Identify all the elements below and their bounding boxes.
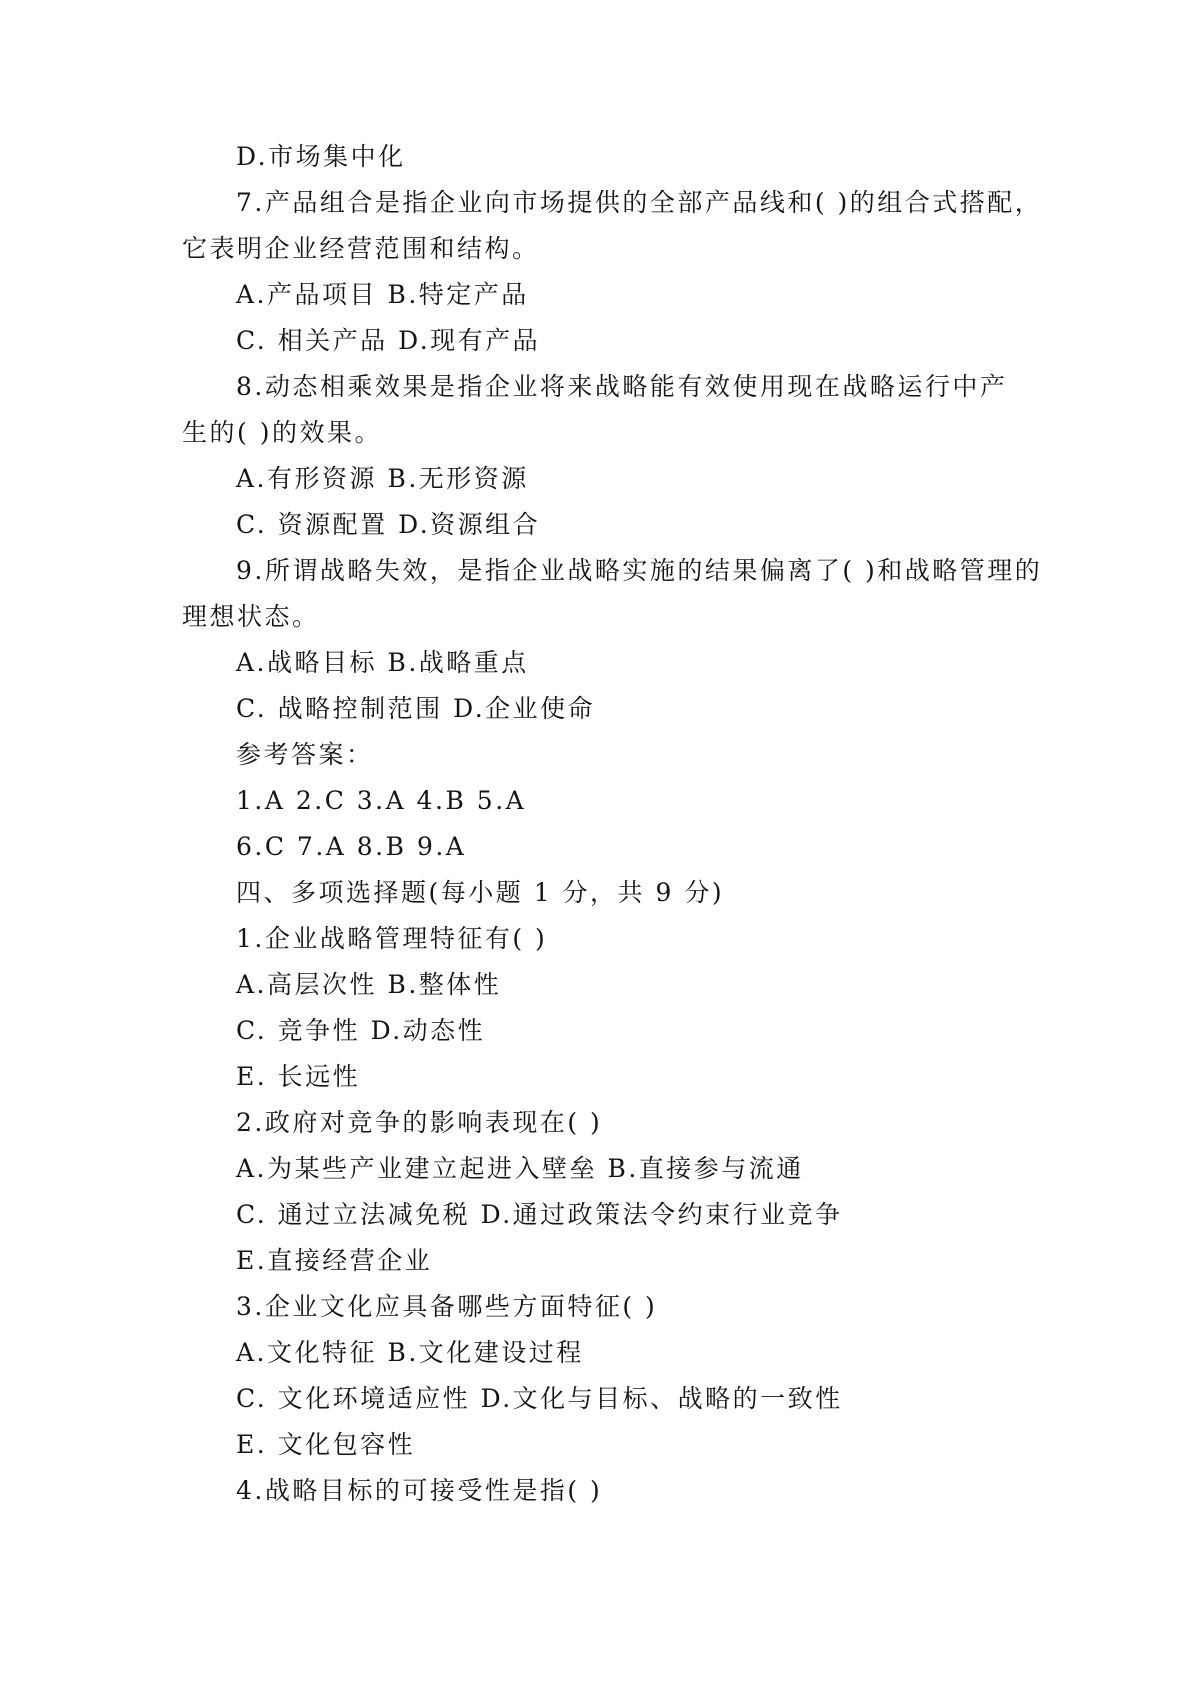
question-9: 9.所谓战略失效，是指企业战略实施的结果偏离了( )和战略管理的 (236, 556, 1043, 585)
option-line: C. 战略控制范围 D.企业使命 (236, 694, 596, 723)
multi-question-3: 3.企业文化应具备哪些方面特征( ) (236, 1292, 658, 1321)
option-line: A.文化特征 B.文化建设过程 (236, 1338, 584, 1367)
option-line: C. 资源配置 D.资源组合 (236, 510, 541, 539)
option-line: C. 文化环境适应性 D.文化与目标、战略的一致性 (236, 1384, 843, 1413)
question-9-continued: 理想状态。 (182, 602, 320, 631)
multi-question-4: 4.战略目标的可接受性是指( ) (236, 1476, 603, 1505)
answer-line: 6.C 7.A 8.B 9.A (236, 832, 467, 861)
option-line: E.直接经营企业 (236, 1246, 433, 1275)
multi-question-2: 2.政府对竞争的影响表现在( ) (236, 1108, 603, 1137)
option-line: D.市场集中化 (236, 142, 406, 171)
option-line: A.战略目标 B.战略重点 (236, 648, 529, 677)
question-8: 8.动态相乘效果是指企业将来战略能有效使用现在战略运行中产 (236, 372, 1008, 401)
option-line: A.高层次性 B.整体性 (236, 970, 502, 999)
option-line: C. 竞争性 D.动态性 (236, 1016, 486, 1045)
option-line: E. 长远性 (236, 1062, 361, 1091)
answer-heading: 参考答案： (236, 740, 374, 769)
answer-line: 1.A 2.C 3.A 4.B 5.A (236, 786, 527, 815)
option-line: C. 通过立法减免税 D.通过政策法令约束行业竞争 (236, 1200, 843, 1229)
option-line: C. 相关产品 D.现有产品 (236, 326, 541, 355)
option-line: E. 文化包容性 (236, 1430, 416, 1459)
option-line: A.为某些产业建立起进入壁垒 B.直接参与流通 (236, 1154, 804, 1183)
option-line: A.有形资源 B.无形资源 (236, 464, 529, 493)
section-heading: 四、多项选择题(每小题 1 分，共 9 分) (236, 878, 725, 907)
option-line: A.产品项目 B.特定产品 (236, 280, 529, 309)
question-7-continued: 它表明企业经营范围和结构。 (182, 234, 540, 263)
multi-question-1: 1.企业战略管理特征有( ) (236, 924, 548, 953)
question-7: 7.产品组合是指企业向市场提供的全部产品线和( )的组合式搭配， (236, 188, 1043, 217)
question-8-continued: 生的( )的效果。 (182, 418, 382, 447)
